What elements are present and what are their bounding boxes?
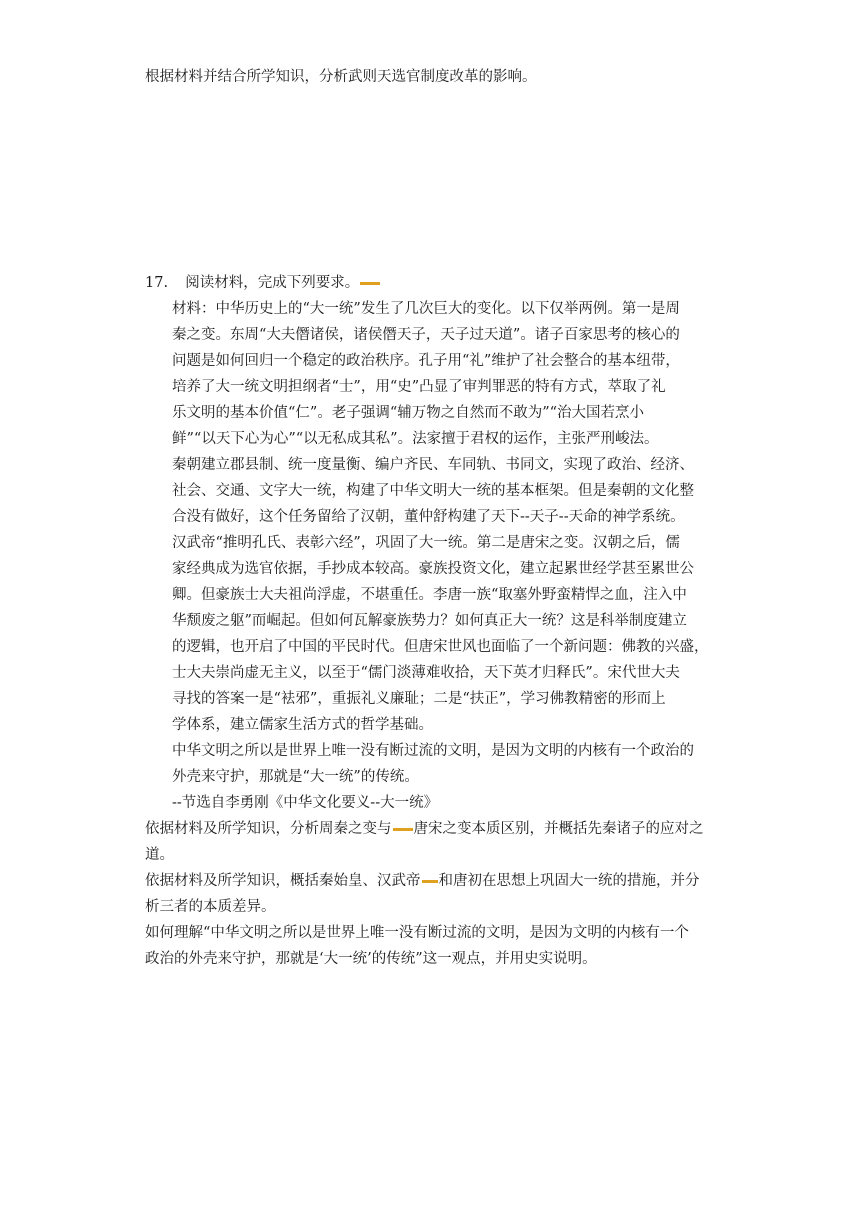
sub-question-2-text-a: 依据材料及所学知识，概括秦始皇、汉武帝 xyxy=(145,873,421,889)
material-line: 社会、交通、文字大一统，构建了中华文明大一统的基本框架。但是秦朝的文化整 xyxy=(172,483,694,499)
sub-question-3-text-a: 如何理解“中华文明之所以是世界上唯一没有断过流的文明，是因为文明的内核有一个 xyxy=(145,925,689,941)
material-line: 的逻辑，也开启了中国的平民时代。但唐宋世风也面临了一个新问题：佛教的兴盛， xyxy=(172,639,709,655)
question-number: 17. xyxy=(145,275,169,291)
top-question: 根据材料并结合所学知识，分析武则天选官制度改革的影响。 xyxy=(145,69,537,85)
sub-question-3-text-b: 政治的外壳来守护，那就是‘大一统’的传统”这一观点，并用史实说明。 xyxy=(145,951,597,967)
marker-icon xyxy=(360,282,380,285)
material-line: 培养了大一统文明担纲者“士”，用“史”凸显了审判罪恶的特有方式，萃取了礼 xyxy=(172,379,666,395)
material-line: 问题是如何回归一个稳定的政治秩序。孔子用“礼”维护了社会整合的基本纽带， xyxy=(172,353,680,369)
material-line: 秦朝建立郡县制、统一度量衡、编户齐民、车同轨、书同文，实现了政治、经济、 xyxy=(172,457,694,473)
sub-question-2-text-b: 和唐初在思想上巩固大一统的措施，并分 xyxy=(438,873,700,889)
conclusion-line: 中华文明之所以是世界上唯一没有断过流的文明，是因为文明的内核有一个政治的 xyxy=(172,743,694,759)
material-line: 家经典成为选官依据，手抄成本较高。豪族投资文化，建立起累世经学甚至累世公 xyxy=(172,561,694,577)
material-source: --节选自李勇刚《中华文化要义--大一统》 xyxy=(172,795,439,811)
question-prompt: 阅读材料，完成下列要求。 xyxy=(185,275,360,291)
question-17-header xyxy=(145,272,381,294)
material-line: 华颓废之躯”而崛起。但如何瓦解豪族势力？如何真正大一统？这是科举制度建立 xyxy=(172,613,687,629)
material-line: 学体系，建立儒家生活方式的哲学基础。 xyxy=(172,717,433,733)
material-line: 乐文明的基本价值“仁”。老子强调“辅万物之自然而不敢为”“治大国若烹小 xyxy=(172,405,645,421)
sub-question-1-text-b: 唐宋之变本质区别，并概括先秦诸子的应对之 xyxy=(413,821,704,837)
material-line: 卿。但豪族士大夫祖尚浮虚，不堪重任。李唐一族“取塞外野蛮精悍之血，注入中 xyxy=(172,587,687,603)
marker-icon xyxy=(393,828,413,831)
material-line: 鲜”“以天下心为心”“以无私成其私”。法家擅于君权的运作，主张严刑峻法。 xyxy=(172,431,659,447)
material-line: 秦之变。东周“大夫僭诸侯，诸侯僭天子，天子过天道”。诸子百家思考的核心的 xyxy=(172,327,680,343)
material-line: 材料：中华历史上的“大一统”发生了几次巨大的变化。以下仅举两例。第一是周 xyxy=(172,301,680,317)
material-line: 寻找的答案一是“袪邪”，重振礼义廉耻；二是“扶正”，学习佛教精密的形而上 xyxy=(172,691,666,707)
marker-icon xyxy=(422,880,438,883)
sub-question-1-text-c: 道。 xyxy=(145,847,174,863)
sub-question-1-text-a: 依据材料及所学知识，分析周秦之变与 xyxy=(145,821,392,837)
conclusion-line: 外壳来守护，那就是“大一统”的传统。 xyxy=(172,769,419,785)
sub-question-2-text-c: 析三者的本质差异。 xyxy=(145,899,276,915)
material-line: 士大夫崇尚虚无主义，以至于“儒门淡薄难收拾，天下英才归释氏”。宋代世大夫 xyxy=(172,665,680,681)
material-line: 合没有做好，这个任务留给了汉朝，董仲舒构建了天下--天子--天命的神学系统。 xyxy=(172,509,685,525)
material-line: 汉武帝“推明孔氏、表彰六经”，巩固了大一统。第二是唐宋之变。汉朝之后，儒 xyxy=(172,535,680,551)
